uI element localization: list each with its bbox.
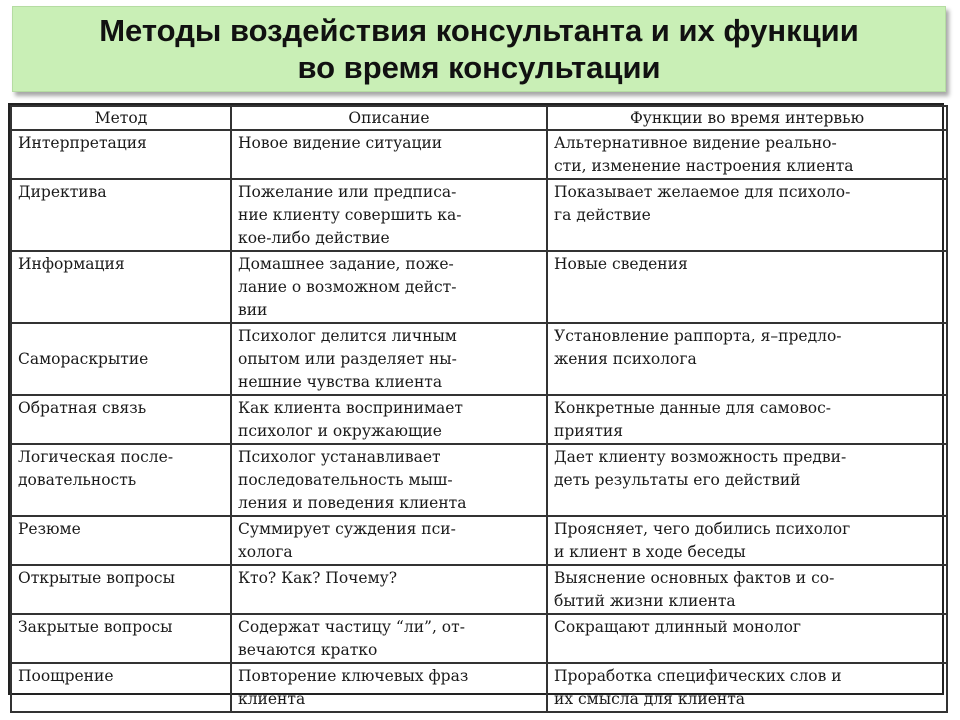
cell-method [11, 444, 231, 516]
page-title-line-1: Методы воздействия консультанта и их функции [99, 13, 859, 48]
cell-functions [547, 323, 947, 395]
cell-method [11, 251, 231, 323]
cell-description-line: Как клиента воспринимает [238, 399, 463, 417]
table-row [11, 179, 947, 251]
cell-description [231, 663, 547, 712]
cell-method [11, 663, 231, 712]
cell-method-line: Самораскрытие [18, 350, 149, 368]
cell-description-line: Содержат частицу “ли”, от- [238, 618, 465, 636]
cell-functions-line: Установление раппорта, я–предло- [554, 327, 842, 345]
cell-description [231, 323, 547, 395]
cell-functions [547, 565, 947, 614]
cell-description [231, 251, 547, 323]
cell-method [11, 516, 231, 565]
cell-description [231, 516, 547, 565]
cell-functions [547, 614, 947, 663]
table-row [11, 663, 947, 712]
cell-functions-line: их смысла для клиента [554, 690, 746, 708]
table-row [11, 614, 947, 663]
cell-description-line: холога [238, 543, 293, 561]
header-description: Описание [231, 106, 547, 130]
table-row [11, 444, 947, 516]
cell-description [231, 614, 547, 663]
cell-functions-line: Проработка специфических слов и [554, 667, 842, 685]
cell-description-line: Психолог устанавливает [238, 448, 441, 466]
cell-functions [547, 130, 947, 179]
cell-functions-line: бытий жизни клиента [554, 592, 736, 610]
cell-functions-line: деть результаты его действий [554, 471, 801, 489]
cell-functions-line: Дает клиенту возможность предви- [554, 448, 847, 466]
cell-functions [547, 663, 947, 712]
cell-method [11, 179, 231, 251]
title-banner [12, 6, 946, 92]
cell-description-line: клиента [238, 690, 306, 708]
table-row [11, 130, 947, 179]
cell-method-line: Интерпретация [18, 134, 147, 152]
table-body [11, 130, 947, 712]
cell-method [11, 395, 231, 444]
cell-method-line: Закрытые вопросы [18, 618, 173, 636]
cell-method-line: Поощрение [18, 667, 114, 685]
cell-functions [547, 444, 947, 516]
cell-functions-line: Конкретные данные для самовос- [554, 399, 832, 417]
cell-description [231, 395, 547, 444]
cell-functions-line: Показывает желаемое для психоло- [554, 183, 851, 201]
cell-description-line: Пожелание или предписа- [238, 183, 457, 201]
table-row [11, 251, 947, 323]
cell-method-line: Информация [18, 255, 125, 273]
cell-functions-line: и клиент в ходе беседы [554, 543, 746, 561]
cell-method [11, 323, 231, 395]
cell-functions-line: Проясняет, чего добились психолог [554, 520, 851, 538]
cell-description-line: опытом или разделяет ны- [238, 350, 457, 368]
page-title-line-2: во время консультации [297, 50, 661, 85]
header-functions: Функции во время интервью [547, 106, 947, 130]
table-row [11, 395, 947, 444]
cell-description-line: ние клиенту совершить ка- [238, 206, 462, 224]
cell-method-line: довательность [18, 471, 137, 489]
cell-description [231, 179, 547, 251]
cell-description-line: нешние чувства клиента [238, 373, 443, 391]
cell-functions-line: Выяснение основных фактов и со- [554, 569, 835, 587]
cell-functions-line: Новые сведения [554, 255, 688, 273]
cell-description [231, 130, 547, 179]
cell-functions-line: га действие [554, 206, 651, 224]
table-row [11, 323, 947, 395]
cell-description-line: Суммирует суждения пси- [238, 520, 456, 538]
table-header-row [11, 106, 947, 130]
cell-method [11, 130, 231, 179]
methods-table-container [8, 103, 944, 708]
cell-description-line: кое-либо действие [238, 229, 390, 247]
cell-functions-line: сти, изменение настроения клиента [554, 157, 854, 175]
cell-description-line: Психолог делится личным [238, 327, 457, 345]
cell-method [11, 565, 231, 614]
cell-description-line: лание о возможном дейст- [238, 278, 457, 296]
cell-method-line: Обратная связь [18, 399, 147, 417]
cell-description-line: Домашнее задание, поже- [238, 255, 454, 273]
cell-description-line: психолог и окружающие [238, 422, 442, 440]
cell-description-line: ления и поведения клиента [238, 494, 467, 512]
cell-description-line: Повторение ключевых фраз [238, 667, 469, 685]
cell-method-line: Открытые вопросы [18, 569, 175, 587]
cell-method [11, 614, 231, 663]
cell-functions [547, 251, 947, 323]
cell-functions [547, 516, 947, 565]
cell-description-line: вии [238, 301, 268, 319]
cell-description-line: Кто? Как? Почему? [238, 569, 398, 587]
cell-method-line: Логическая после- [18, 448, 174, 466]
header-method: Метод [11, 106, 231, 130]
table-row [11, 516, 947, 565]
cell-description-line: последовательность мыш- [238, 471, 453, 489]
table-row [11, 565, 947, 614]
cell-method-line: Резюме [18, 520, 81, 538]
cell-functions-line: жения психолога [554, 350, 697, 368]
cell-functions-line: приятия [554, 422, 624, 440]
cell-description-line: Новое видение ситуации [238, 134, 443, 152]
methods-table [10, 105, 948, 713]
cell-description-line: вечаются кратко [238, 641, 378, 659]
cell-functions [547, 395, 947, 444]
cell-functions [547, 179, 947, 251]
cell-functions-line: Альтернативное видение реально- [554, 134, 837, 152]
cell-method-line: Директива [18, 183, 107, 201]
cell-description [231, 444, 547, 516]
cell-description [231, 565, 547, 614]
cell-functions-line: Сокращают длинный монолог [554, 618, 802, 636]
